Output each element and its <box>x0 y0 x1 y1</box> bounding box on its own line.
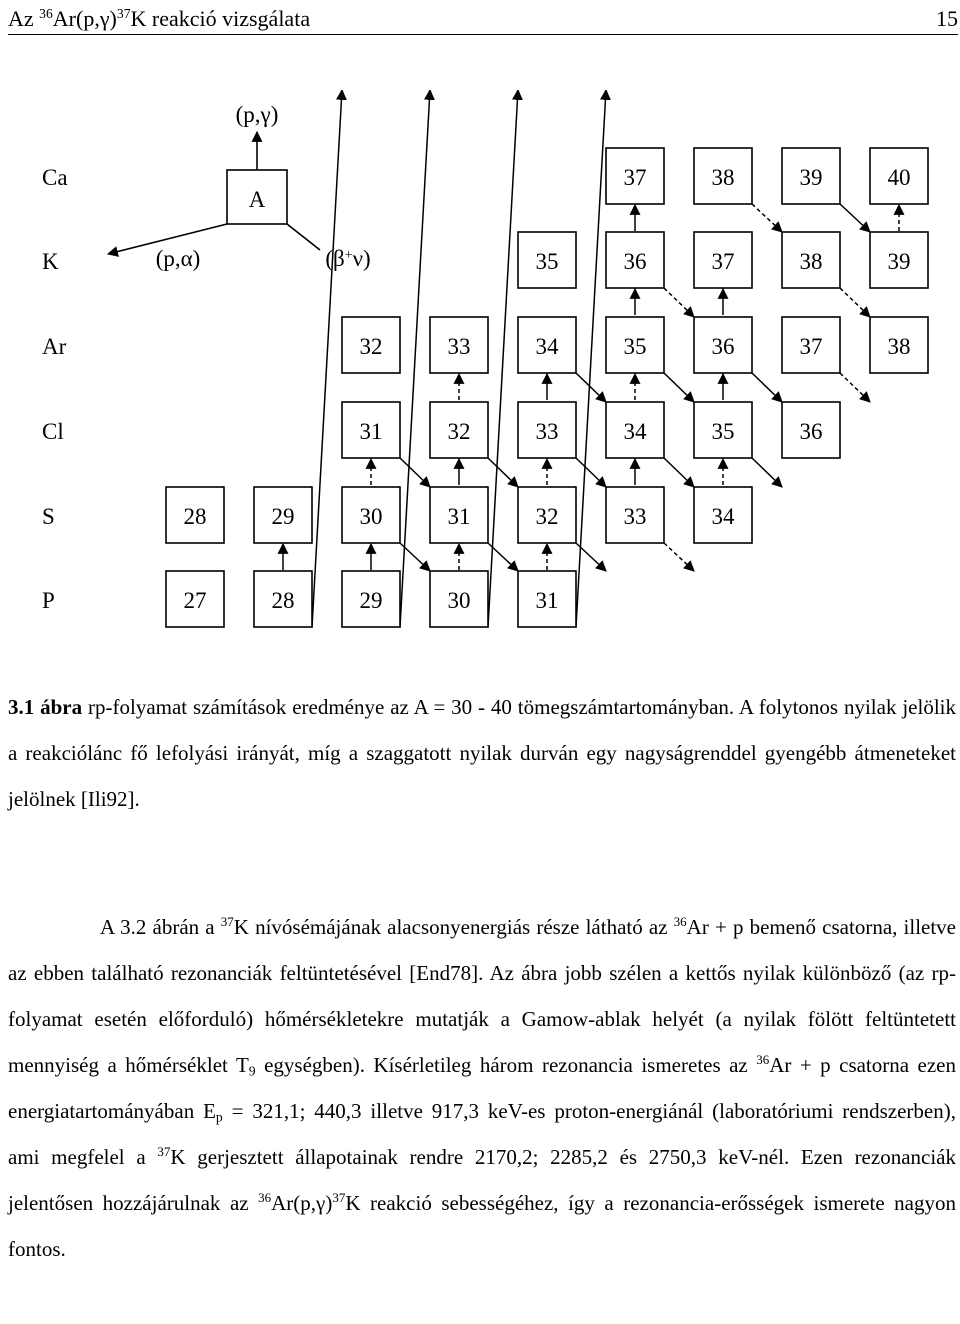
isotope-mass-cl-32: 32 <box>447 419 471 444</box>
isotope-mass-k-39: 39 <box>887 249 911 274</box>
isotope-mass-cl-36: 36 <box>799 419 823 444</box>
isotope-mass-s-32: 32 <box>535 504 559 529</box>
weak-beta-arrow <box>840 373 870 402</box>
isotope-mass-s-31: 31 <box>447 504 471 529</box>
caption-label: 3.1 ábra <box>8 695 83 719</box>
legend-pg-label: (p,γ) <box>235 102 279 127</box>
page-number: 15 <box>936 6 958 31</box>
isotope-mass-ar-32: 32 <box>359 334 383 359</box>
main-beta-arrow <box>840 204 870 232</box>
weak-beta-arrow <box>840 288 870 317</box>
isotope-mass-k-36: 36 <box>623 249 647 274</box>
isotope-mass-k-37: 37 <box>711 249 735 274</box>
isotope-mass-ar-36: 36 <box>711 334 735 359</box>
isotope-mass-k-38: 38 <box>799 249 823 274</box>
figure-caption <box>8 684 956 822</box>
main-beta-arrow <box>312 90 342 627</box>
main-beta-arrow <box>576 458 606 487</box>
isotope-mass-s-28: 28 <box>183 504 207 529</box>
isotope-mass-ca-40: 40 <box>887 165 911 190</box>
isotope-mass-s-33: 33 <box>623 504 647 529</box>
legend-pa-label: (p,α) <box>155 246 201 271</box>
isotope-mass-k-35: 35 <box>535 249 559 274</box>
weak-beta-arrow <box>752 204 782 232</box>
isotope-mass-s-30: 30 <box>359 504 383 529</box>
element-label-s: S <box>42 504 55 529</box>
isotope-mass-ca-38: 38 <box>711 165 735 190</box>
isotope-mass-cl-31: 31 <box>359 419 383 444</box>
main-beta-arrow <box>576 373 606 402</box>
weak-beta-arrow <box>664 543 694 571</box>
element-label-k: K <box>42 249 59 274</box>
caption-text: rp-folyamat számítások eredménye az A = 30 - 40 tömegszámtartományban. A folytonos nyilak jelölik a reakciólánc fő lefolyási irányát, míg a szaggatott nyilak durván egy nagyságrenddel gyengébb átmeneteket jelölnek [Ili92]. <box>8 695 956 811</box>
isotope-mass-ca-37: 37 <box>623 165 647 190</box>
main-beta-arrow <box>664 458 694 487</box>
isotope-mass-ar-38: 38 <box>887 334 911 359</box>
isotope-mass-ar-37: 37 <box>799 334 823 359</box>
main-beta-arrow <box>400 458 430 487</box>
legend-beta-label: (β+ν) <box>325 246 371 271</box>
rp-process-network-diagram <box>0 90 960 650</box>
element-label-ca: Ca <box>42 165 68 190</box>
body-paragraph: A 3.2 ábrán a $^{37}$K nívósémájának alacsonyenergiás része látható az $^{36}$Ar + p bemenő csatorna, illetve az ebben található rezonanciák feltüntetésével [End78]. Az ábra jobb szélen a kettős nyilak különböző (az rp-folyamat esetén előforduló) hőmérsékletekre mutatják a Gamow-ablak helyét (a nyilak fölött feltüntetett mennyiség a hőmérséklet $T_9$ egységben). Kísérletileg három rezonancia ismeretes az $^{36}$Ar + p csatorna ezen energiatartományában $E_p = 321,1$; 440,3 illetve 917,3 keV-es proton-energiánál (laboratóriumi rendszerben), ami megfelel a $^{37}$K gerjesztett állapotainak rendre 2170,2; 2285,2 és 2750,3 keV-nél. Ezen rezonanciák jelentősen hozzájárulnak az $^{36}Ar(p,\gamma)^{37}K$ reakció sebességéhez, így a rezonancia-erősségek ismerete nagyon fontos. <box>8 914 957 1261</box>
legend-beta-line <box>287 224 320 250</box>
element-label-ar: Ar <box>42 334 67 359</box>
isotope-mass-cl-35: 35 <box>711 419 735 444</box>
isotope-mass-s-29: 29 <box>271 504 295 529</box>
main-beta-arrow <box>664 373 694 402</box>
page-header <box>8 0 958 35</box>
isotope-mass-p-31: 31 <box>535 588 559 613</box>
element-label-cl: Cl <box>42 419 64 444</box>
isotope-mass-ar-34: 34 <box>535 334 559 359</box>
element-label-p: P <box>42 588 55 613</box>
main-beta-arrow <box>752 458 782 487</box>
isotope-mass-p-28: 28 <box>271 588 295 613</box>
isotope-mass-p-27: 27 <box>183 588 207 613</box>
isotope-mass-p-30: 30 <box>447 588 471 613</box>
main-beta-arrow <box>488 458 518 487</box>
main-beta-arrow <box>752 373 782 402</box>
isotope-mass-s-34: 34 <box>711 504 735 529</box>
isotope-mass-cl-33: 33 <box>535 419 559 444</box>
isotope-mass-p-29: 29 <box>359 588 383 613</box>
legend-center-label: A <box>248 187 266 212</box>
isotope-mass-ar-35: 35 <box>623 334 647 359</box>
running-title: Az $^{36}Ar(p,\gamma)^{37}K$ reakció vizsgálata <box>8 5 311 31</box>
isotope-mass-cl-34: 34 <box>623 419 647 444</box>
weak-beta-arrow <box>664 288 694 317</box>
isotope-mass-ar-33: 33 <box>447 334 471 359</box>
isotope-mass-ca-39: 39 <box>799 165 823 190</box>
